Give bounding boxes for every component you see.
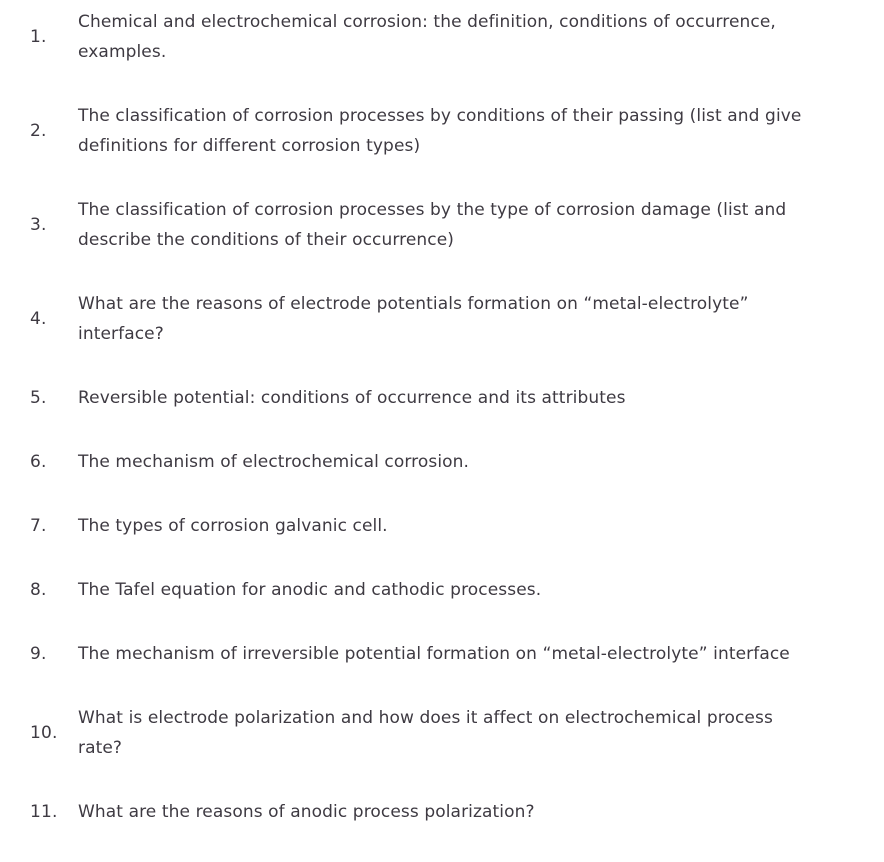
- item-text: Chemical and electrochemical corrosion: the definition, conditions of occurrence, examples.: [78, 12, 776, 62]
- list-item: [0, 101, 884, 161]
- item-number: 11.: [30, 802, 58, 822]
- item-number: 9.: [30, 644, 47, 664]
- item-text: The Tafel equation for anodic and cathodic processes.: [78, 580, 542, 600]
- list-item: [0, 575, 884, 605]
- item-text: The classification of corrosion processes by the type of corrosion damage (list and describe the conditions of their occurrence): [78, 200, 787, 250]
- list-item: [0, 797, 884, 827]
- item-text: The types of corrosion galvanic cell.: [78, 516, 388, 536]
- list-item: [0, 195, 884, 255]
- item-text: The mechanism of irreversible potential formation on “metal-electrolyte” interface: [78, 644, 790, 664]
- item-number: 8.: [30, 580, 47, 600]
- item-number: 3.: [30, 215, 47, 235]
- item-text: The classification of corrosion processes by conditions of their passing (list and give definitions for different corrosion types): [78, 106, 802, 156]
- item-text: What is electrode polarization and how does it affect on electrochemical process rate?: [78, 708, 773, 758]
- list-item: [0, 289, 884, 349]
- item-number: 5.: [30, 388, 47, 408]
- item-text: The mechanism of electrochemical corrosion.: [78, 452, 470, 472]
- list-item: [0, 447, 884, 477]
- item-number: 1.: [30, 27, 47, 47]
- item-text: What are the reasons of electrode potentials formation on “metal-electrolyte” interface?: [78, 294, 749, 344]
- list-item: [0, 7, 884, 67]
- item-text: Reversible potential: conditions of occurrence and its attributes: [78, 388, 626, 408]
- list-item: [0, 383, 884, 413]
- list-item: [0, 511, 884, 541]
- item-number: 2.: [30, 121, 47, 141]
- list-item: [0, 639, 884, 669]
- item-number: 4.: [30, 309, 47, 329]
- list-item: [0, 703, 884, 763]
- item-number: 10.: [30, 723, 58, 743]
- item-number: 7.: [30, 516, 47, 536]
- item-text: What are the reasons of anodic process polarization?: [78, 802, 535, 822]
- item-number: 6.: [30, 452, 47, 472]
